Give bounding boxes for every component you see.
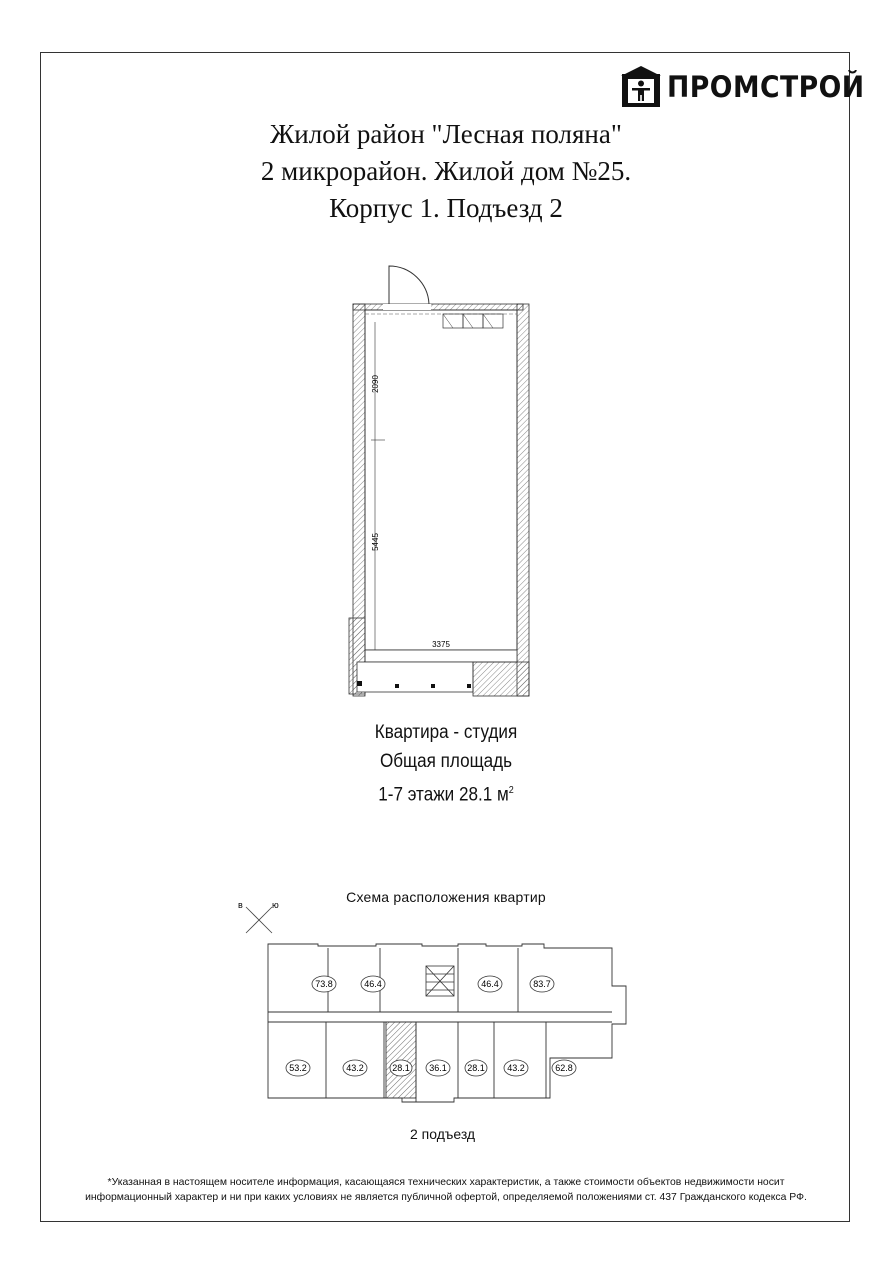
unit-area-label: 83.7 — [533, 979, 551, 989]
apartment-layout-scheme — [236, 892, 636, 1127]
unit-area-label: 53.2 — [289, 1063, 307, 1073]
balcony-glazing — [365, 650, 517, 662]
unit-area-label: 36.1 — [429, 1063, 447, 1073]
building-outline — [268, 944, 626, 1102]
scheme-title: Схема расположения квартир — [346, 889, 546, 905]
apartment-area-label: Общая площадь — [379, 751, 513, 772]
apartment-type: Квартира - студия — [374, 722, 518, 743]
unit-area-label: 43.2 — [507, 1063, 525, 1073]
apartment-info — [45, 718, 848, 809]
entrance-label: 2 подъезд — [410, 1126, 476, 1142]
dimension-width: 3375 — [432, 640, 450, 649]
unit-area-label: 28.1 — [467, 1063, 485, 1073]
unit-area-label: 43.2 — [346, 1063, 364, 1073]
dimension-lower: 5445 — [371, 533, 380, 551]
disclaimer-line-2: информационный характер и ни при каких условиях не является публичной офертой, определяемой положениями ст. 437 Гражданского кодекса РФ. — [85, 1192, 807, 1203]
unit-area-label: 46.4 — [481, 979, 499, 989]
balcony — [357, 662, 473, 692]
building-person-icon — [621, 66, 661, 108]
compass-south: ю — [272, 900, 279, 910]
document-title — [0, 116, 892, 227]
title-line-1: Жилой район "Лесная поляна" — [270, 119, 622, 149]
legal-disclaimer — [46, 1175, 846, 1205]
apartment-floor-plan — [345, 262, 545, 702]
unit-area-label: 62.8 — [555, 1063, 573, 1073]
unit-area-label: 73.8 — [315, 979, 333, 989]
unit-area-label: 28.1 — [392, 1063, 410, 1073]
top-wall — [353, 304, 523, 310]
unit-area-label: 46.4 — [364, 979, 382, 989]
title-line-2: 2 микрорайон. Жилой дом №25. — [260, 156, 632, 186]
room-interior — [365, 310, 517, 650]
disclaimer-line-1: *Указанная в настоящем носителе информация, касающаяся технических характеристик, а также стоимости объектов недвижимости носит — [107, 1177, 785, 1188]
apartment-floors-area: 1-7 этажи 28.1 $м^2$ — [378, 784, 514, 806]
right-wall — [517, 304, 529, 696]
balcony-corner-wall — [473, 662, 529, 696]
brand-logo — [621, 64, 882, 110]
compass-icon — [238, 900, 279, 933]
dimension-upper: 2090 — [371, 375, 380, 393]
stairwell — [426, 966, 454, 996]
door-swing — [389, 266, 429, 304]
compass-east: в — [238, 900, 243, 910]
brand-name: ПРОМСТРОЙ — [667, 70, 865, 104]
area-unit-superscript: 2 — [508, 785, 514, 796]
title-line-3: Корпус 1. Подъезд 2 — [329, 193, 563, 223]
unit-labels-bottom — [286, 1060, 576, 1076]
